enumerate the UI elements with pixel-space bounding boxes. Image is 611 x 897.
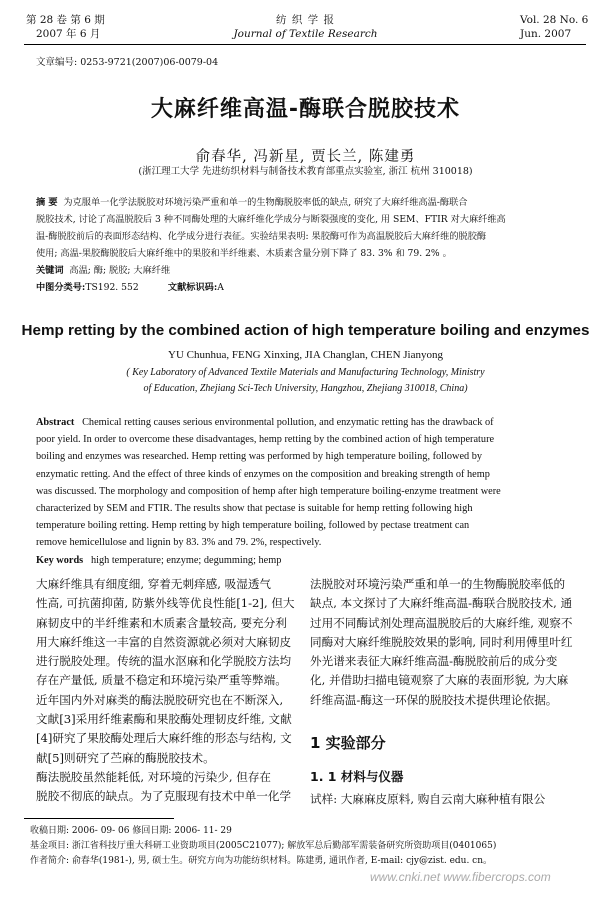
- affiliation-cn: (浙江理工大学 先进纺织材料与制备技术教育部重点实验室, 浙江 杭州 310018): [138, 166, 473, 177]
- body-line: 麻韧皮中的半纤维素和木质素含量较高, 要充分利: [36, 615, 287, 630]
- class-no: TS192. 552: [85, 282, 139, 293]
- section-heading-1: 1 实验部分: [310, 734, 386, 752]
- authors-en: YU Chunhua, FENG Xinxing, JIA Changlan, CHEN Jianyong: [168, 349, 443, 361]
- abstract-en-line: poor yield. In order to overcome these disadvantages, hemp retting by the combined action of high temperature: [36, 434, 495, 446]
- body-line: 进行脱胶处理。传统的温水沤麻和化学脱胶方法均: [36, 654, 292, 669]
- footnote-fund: 基金项目: 浙江省科技厅重大科研工业资助项目(2005C21077); 解放军总后勤部军需装备研究所资助项目(0401065): [30, 841, 497, 851]
- watermark: www.cnki.net www.fibercrops.com: [370, 870, 551, 884]
- body-line: 过用不同酶试剂处理高温脱胶后的大麻纤维, 观察不: [310, 615, 573, 630]
- keywords-cn: 高温; 酶; 脱胶; 大麻纤维: [69, 265, 171, 276]
- body-line: 存在产量低, 质量不稳定和环境污染严重等弊端。: [36, 673, 287, 688]
- right-column: [310, 575, 578, 710]
- body-line: 脱胶不彻底的缺点。为了克服现有技术中单一化学: [36, 789, 292, 804]
- body-line: 性高, 可抗菌抑菌, 防紫外线等优良性能[1-2], 但大: [36, 596, 295, 611]
- body-line: 大麻纤维具有细度细, 穿着无刺痒感, 吸湿透气: [36, 577, 272, 591]
- abstract-cn: [36, 194, 581, 296]
- header-vol-en: Vol. 28 No. 6: [520, 14, 589, 26]
- body-line: 同酶对大麻纤维脱胶效果的影响, 同时利用傅里叶红: [310, 634, 573, 649]
- affiliation-en-2: of Education, Zhejiang Sci-Tech University, Hangzhou, Zhejiang 310018, China): [143, 383, 468, 394]
- header-journal-en: Journal of Textile Research: [233, 28, 378, 40]
- body-line: 纤维高温-酶这一环保的脱胶技术提供理论依据。: [310, 692, 558, 707]
- abstract-en: [36, 414, 581, 569]
- abstract-en-line: enzymatic retting. And the effect of three kinds of enzymes on the composition and breaking strength of hemp: [36, 468, 490, 480]
- abstract-en-label: Abstract: [36, 417, 75, 428]
- left-column: [36, 575, 298, 807]
- footnote-received: 收稿日期: 2006- 09- 06 修回日期: 2006- 11- 29: [30, 826, 232, 836]
- body-line: [4]研究了果胶酶处理后大麻纤维的形态与结构, 文: [36, 731, 292, 746]
- body-line: 法脱胶对环境污染严重和单一的生物酶脱胶率低的: [310, 577, 566, 591]
- abstract-en-line: remove hemicellulose and lignin by 83. 3% and 79. 2%, respectively.: [36, 537, 322, 549]
- keywords-en-label: Key words: [36, 554, 84, 566]
- abstract-en-line: boiling and enzymes was researched. Hemp retting was performed by high temperature boiling, followed by: [36, 451, 483, 463]
- abstract-en-line: temperature boiling retting. Hemp retting by high temperature boiling, followed by pectase treatment can: [36, 520, 470, 532]
- footnotes: [30, 824, 590, 869]
- keywords-en: high temperature; enzyme; degumming; hemp: [90, 554, 282, 566]
- doc-code: A: [217, 282, 224, 293]
- abstract-cn-line: 使用; 高温-果胶酶脱胶后大麻纤维中的果胶和半纤维素、木质素含量分别下降了 83. 3% 和 79. 2% 。: [36, 248, 452, 259]
- section-heading-1-1: 1. 1 材料与仪器: [310, 769, 404, 784]
- body-line: 用大麻纤维这一丰富的自然资源就必须对大麻韧皮: [36, 634, 292, 649]
- title-cn: 大麻纤维高温-酶联合脱胶技术: [150, 97, 461, 122]
- affiliation-en-1: ( Key Laboratory of Advanced Textile Materials and Manufacturing Technology, Ministry: [126, 367, 485, 378]
- body-line: 试样: 大麻麻皮原料, 购自云南大麻种植有限公: [310, 792, 546, 806]
- header-volume: 第 28 卷 第 6 期: [26, 14, 105, 26]
- body-line: 文献[3]采用纤维素酶和果胶酶处理韧皮纤维, 文献: [36, 712, 292, 727]
- abstract-en-line: was discussed. The morphology and composition of hemp after high temperature boiling-enzyme treatment were: [36, 485, 501, 497]
- title-en: Hemp retting by the combined action of high temperature boiling and enzymes: [21, 322, 590, 339]
- abstract-cn-line: 温-酶脱胶前后的表面形态结构、化学成分进行表征。实验结果表明: 果胶酶可作为高温脱胶后大麻纤维的脱胶酶: [36, 231, 487, 242]
- header-rule: [24, 44, 586, 45]
- doc-code-label: 文献标识码:: [167, 282, 218, 293]
- abstract-cn-line: 为克服单一化学法脱胶对环境污染严重和单一的生物酶脱胶率低的缺点, 研究了大麻纤维高温-酶联合: [63, 197, 468, 208]
- abstract-en-line: Chemical retting causes serious environmental pollution, and enzymatic retting has the drawback of: [82, 417, 494, 428]
- body-line: 缺点, 本文探讨了大麻纤维高温-酶联合脱胶技术, 通: [310, 596, 573, 611]
- article-id: 文章编号: 0253-9721(2007)06-0079-04: [36, 57, 219, 68]
- authors-cn: 俞春华, 冯新星, 贾长兰, 陈建勇: [195, 149, 416, 165]
- footnote-rule: [24, 818, 174, 819]
- abstract-cn-line: 脱胶技术, 讨论了高温脱胶后 3 种不同酶处理的大麻纤维化学成分与断裂强度的变化, 用 SEM、FTIR 对大麻纤维高: [36, 214, 506, 225]
- abstract-cn-label: 摘 要: [36, 197, 58, 208]
- header-journal-cn: 纺 织 学 报: [275, 14, 335, 26]
- body-line: 外光谱来表征大麻纤维高温-酶脱胶前后的成分变: [310, 654, 558, 669]
- abstract-en-line: characterized by SEM and FTIR. The results show that pectase is suitable for hemp retting following high: [36, 503, 473, 515]
- keywords-cn-label: 关键词: [36, 265, 64, 276]
- body-line: 化, 并借助扫描电镜观察了大麻的表面形貌, 为大麻: [310, 673, 569, 688]
- body-line: 近年国内外对麻类的酶法脱胶研究也在不断深入,: [36, 692, 284, 707]
- header-date: 2007 年 6 月: [36, 28, 101, 40]
- class-no-label: 中图分类号:: [36, 282, 86, 293]
- footnote-author: 作者简介: 俞春华(1981-), 男, 硕士生。研究方向为功能纺织材料。陈建勇, 通讯作者, E-mail: cjy@zist. edu. cn。: [30, 856, 493, 866]
- header-date-en: Jun. 2007: [520, 28, 572, 40]
- body-line: 献[5]则研究了苎麻的酶脱胶技术。: [36, 750, 215, 765]
- body-line: 酶法脱胶虽然能耗低, 对环境的污染少, 但存在: [36, 769, 272, 784]
